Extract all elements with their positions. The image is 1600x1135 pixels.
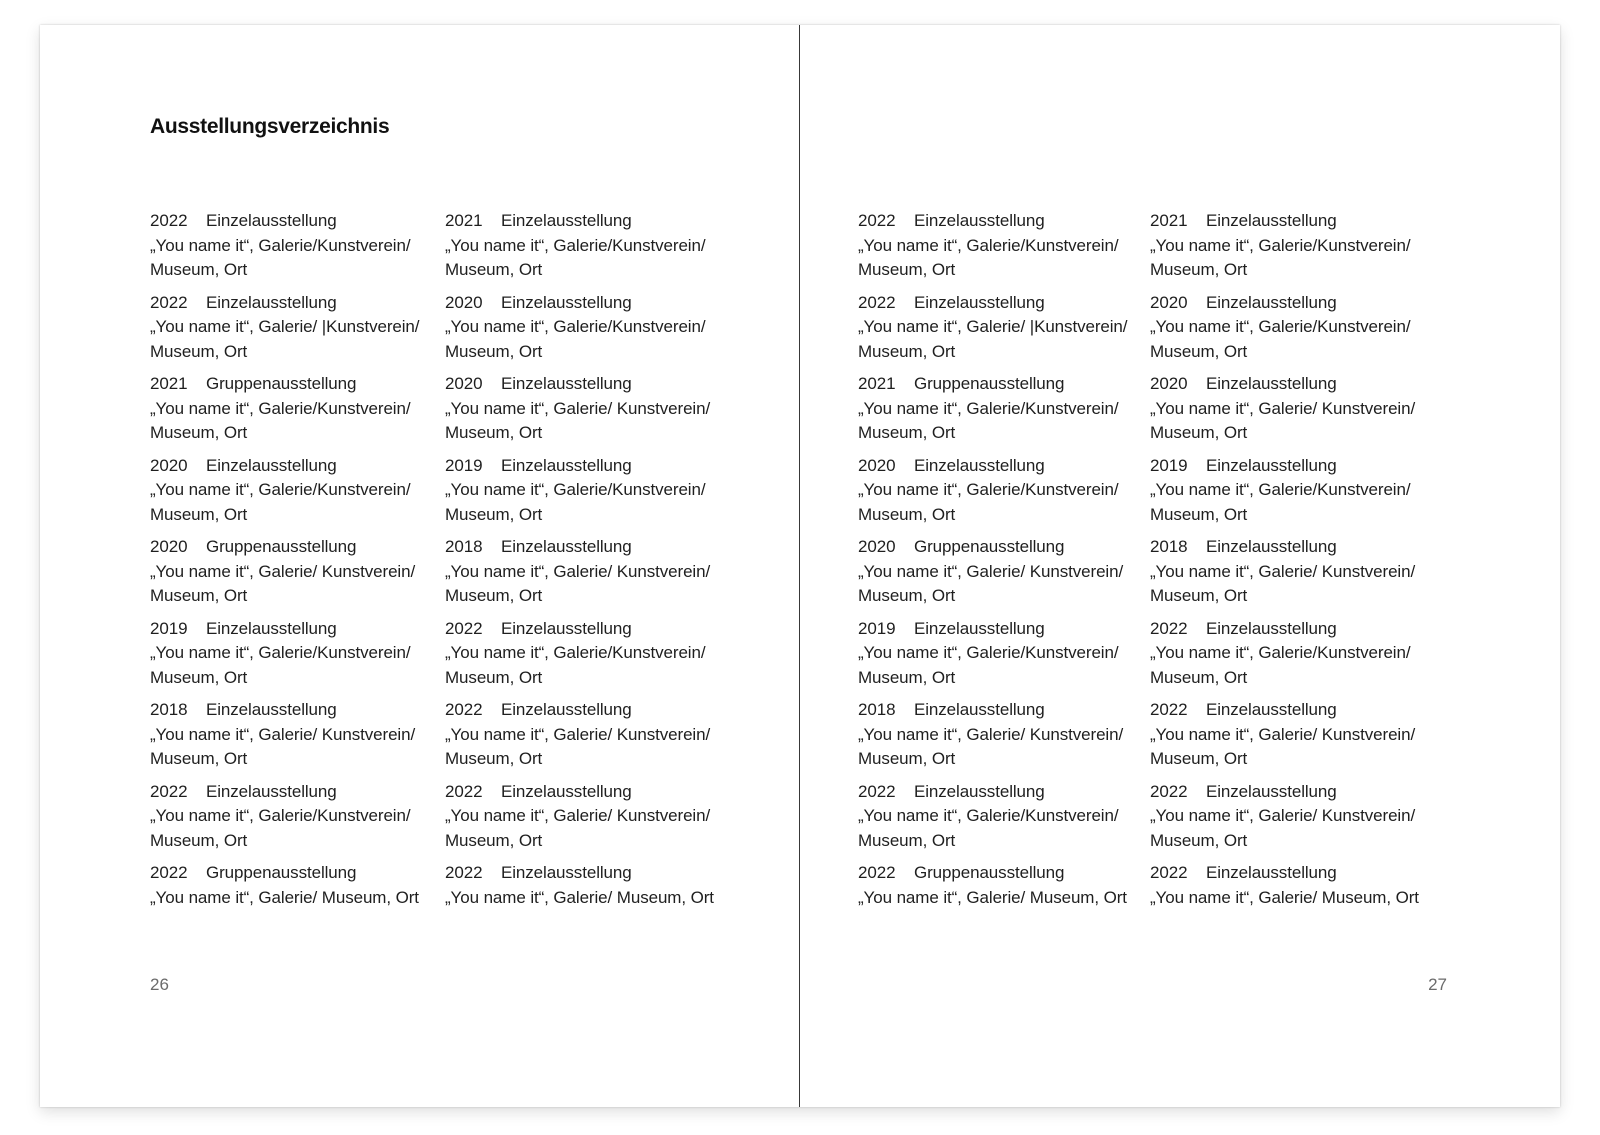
page-title: Ausstellungsverzeichnis — [150, 115, 390, 138]
entry-heading — [445, 617, 740, 642]
entry-detail-line: Museum, Ort — [858, 260, 956, 279]
entry-detail-line: Museum, Ort — [150, 504, 248, 524]
entry-detail-line: Museum, Ort — [445, 341, 543, 361]
entry-type: Einzelausstellung — [914, 618, 1045, 638]
entry-year: 2022 — [150, 292, 188, 312]
exhibition-column — [858, 209, 1153, 918]
entry-heading — [1150, 372, 1445, 397]
entry-detail-line: „You name it“, Galerie/Kunstverein/ — [858, 235, 1119, 255]
entry-detail-line: Museum, Ort — [858, 423, 956, 442]
entry-heading — [1150, 209, 1445, 234]
entry-year: 2022 — [445, 700, 483, 719]
entry-year: 2021 — [150, 374, 188, 393]
entry-year: 2022 — [445, 781, 483, 801]
entry-detail-line: „You name it“, Galerie/Kunstverein/ — [858, 806, 1119, 825]
entry-detail-line: „You name it“, Galerie/Kunstverein/ — [1150, 317, 1411, 336]
entry-type: Einzelausstellung — [206, 781, 337, 801]
exhibition-entry — [1150, 291, 1445, 365]
entry-detail-line: „You name it“, Galerie/Kunstverein/ — [445, 480, 706, 499]
entry-type: Einzelausstellung — [1206, 374, 1337, 393]
entry-type: Einzelausstellung — [914, 455, 1045, 475]
entry-detail-line: „You name it“, Galerie/ Kunstverein/ — [445, 806, 711, 825]
entry-detail-line: Museum, Ort — [858, 586, 956, 605]
entry-detail-line: „You name it“, Galerie/Kunstverein/ — [858, 398, 1119, 418]
entry-detail-line: „You name it“, Galerie/Kunstverein/ — [1150, 480, 1411, 499]
exhibition-entry — [858, 209, 1153, 283]
entry-year: 2020 — [445, 292, 483, 312]
entry-year: 2019 — [445, 455, 483, 475]
entry-year: 2018 — [150, 700, 188, 719]
entry-detail-line: Museum, Ort — [150, 830, 248, 850]
entry-year: 2020 — [1150, 292, 1188, 312]
entry-detail-line: „You name it“, Galerie/Kunstverein/ — [150, 480, 411, 499]
entry-detail-line: „You name it“, Galerie/ Kunstverein/ — [1150, 724, 1416, 744]
entry-detail-line: Museum, Ort — [445, 749, 543, 768]
entry-year: 2019 — [1150, 455, 1188, 475]
entry-year: 2022 — [858, 292, 896, 312]
entry-heading — [858, 454, 1153, 479]
entry-type: Einzelausstellung — [501, 292, 632, 312]
entry-type: Einzelausstellung — [501, 618, 632, 638]
entry-heading — [445, 535, 740, 560]
exhibition-entry — [150, 698, 445, 772]
entry-detail-line: Museum, Ort — [150, 423, 248, 442]
entry-detail-line: „You name it“, Galerie/Kunstverein/ — [445, 235, 706, 255]
entry-detail-line: Museum, Ort — [858, 830, 956, 850]
entry-type: Einzelausstellung — [206, 292, 337, 312]
book-spread — [40, 25, 1560, 1107]
entry-detail-line: „You name it“, Galerie/Kunstverein/ — [150, 806, 411, 825]
exhibition-entry — [1150, 372, 1445, 446]
entry-year: 2022 — [1150, 781, 1188, 801]
exhibition-entry — [1150, 535, 1445, 609]
entry-heading — [445, 780, 740, 805]
entry-heading — [150, 454, 445, 479]
entry-detail-line: „You name it“, Galerie/Kunstverein/ — [445, 317, 706, 336]
entry-type: Einzelausstellung — [501, 211, 632, 230]
entry-detail-line: „You name it“, Galerie/ Museum, Ort — [150, 887, 419, 907]
entry-type: Einzelausstellung — [1206, 537, 1337, 556]
exhibition-entry — [150, 209, 445, 283]
entry-type: Einzelausstellung — [206, 700, 337, 719]
entry-type: Einzelausstellung — [206, 618, 337, 638]
entry-heading — [858, 209, 1153, 234]
entry-year: 2018 — [1150, 537, 1188, 556]
entry-type: Gruppenausstellung — [206, 374, 357, 393]
entry-type: Einzelausstellung — [501, 537, 632, 556]
entry-detail-line: „You name it“, Galerie/ Kunstverein/ — [1150, 561, 1416, 581]
entry-year: 2022 — [1150, 618, 1188, 638]
entry-heading — [150, 209, 445, 234]
entry-year: 2019 — [150, 618, 188, 638]
entry-year: 2022 — [858, 211, 896, 230]
entry-type: Gruppenausstellung — [914, 537, 1065, 556]
exhibition-entry — [150, 617, 445, 691]
entry-year: 2022 — [858, 863, 896, 882]
entry-heading — [150, 535, 445, 560]
entry-type: Einzelausstellung — [1206, 700, 1337, 719]
entry-detail-line: Museum, Ort — [858, 667, 956, 687]
entry-detail-line: „You name it“, Galerie/Kunstverein/ — [1150, 235, 1411, 255]
exhibition-entry — [445, 780, 740, 854]
entry-detail-line: „You name it“, Galerie/Kunstverein/ — [445, 643, 706, 662]
exhibition-entry — [445, 209, 740, 283]
entry-type: Einzelausstellung — [1206, 781, 1337, 801]
entry-year: 2021 — [445, 211, 483, 230]
entry-detail-line: Museum, Ort — [1150, 341, 1248, 361]
entry-detail-line: Museum, Ort — [858, 749, 956, 768]
exhibition-entry — [858, 780, 1153, 854]
entry-heading — [858, 861, 1153, 886]
entry-year: 2020 — [445, 374, 483, 393]
entry-heading — [445, 209, 740, 234]
exhibition-entry — [150, 291, 445, 365]
entry-heading — [858, 372, 1153, 397]
entry-heading — [445, 454, 740, 479]
entry-type: Einzelausstellung — [914, 211, 1045, 230]
entry-detail-line: „You name it“, Galerie/ Kunstverein/ — [445, 561, 711, 581]
entry-detail-line: Museum, Ort — [150, 667, 248, 687]
entry-heading — [445, 698, 740, 723]
entry-heading — [1150, 698, 1445, 723]
entry-heading — [858, 780, 1153, 805]
entry-year: 2021 — [858, 374, 896, 393]
entry-heading — [1150, 780, 1445, 805]
page-number: 27 — [1428, 975, 1447, 994]
exhibition-entry — [858, 372, 1153, 446]
entry-detail-line: „You name it“, Galerie/ Kunstverein/ — [445, 724, 711, 744]
exhibition-column — [150, 209, 445, 918]
exhibition-entry — [1150, 209, 1445, 283]
entry-type: Einzelausstellung — [914, 781, 1045, 801]
entry-detail-line: Museum, Ort — [445, 667, 543, 687]
entry-type: Einzelausstellung — [1206, 455, 1337, 475]
exhibition-entry — [150, 861, 445, 910]
exhibition-entry — [1150, 698, 1445, 772]
entry-year: 2022 — [1150, 863, 1188, 882]
entry-type: Einzelausstellung — [501, 863, 632, 882]
exhibition-entry — [150, 372, 445, 446]
entry-year: 2020 — [150, 455, 188, 475]
entry-detail-line: „You name it“, Galerie/ Kunstverein/ — [1150, 398, 1416, 418]
entry-heading — [1150, 617, 1445, 642]
entry-year: 2022 — [150, 781, 188, 801]
entry-detail-line: Museum, Ort — [445, 830, 543, 850]
exhibition-entry — [858, 535, 1153, 609]
entry-type: Einzelausstellung — [914, 292, 1045, 312]
entry-detail-line: Museum, Ort — [1150, 423, 1248, 442]
exhibition-entry — [858, 861, 1153, 910]
entry-detail-line: „You name it“, Galerie/ Kunstverein/ — [150, 561, 416, 581]
entry-detail-line: „You name it“, Galerie/Kunstverein/ — [150, 235, 411, 255]
page-number: 26 — [150, 975, 169, 994]
entry-year: 2020 — [150, 537, 188, 556]
entry-heading — [150, 861, 445, 886]
entry-detail-line: „You name it“, Galerie/ Kunstverein/ — [150, 724, 416, 744]
entry-detail-line: „You name it“, Galerie/ Kunstverein/ — [858, 724, 1124, 744]
exhibition-entry — [858, 291, 1153, 365]
entry-detail-line: Museum, Ort — [150, 341, 248, 361]
entry-heading — [858, 698, 1153, 723]
entry-type: Einzelausstellung — [501, 700, 632, 719]
exhibition-entry — [1150, 617, 1445, 691]
entry-detail-line: „You name it“, Galerie/ |Kunstverein/ — [858, 317, 1128, 336]
exhibition-entry — [445, 535, 740, 609]
exhibition-entry — [858, 617, 1153, 691]
entry-type: Einzelausstellung — [206, 455, 337, 475]
entry-heading — [1150, 454, 1445, 479]
entry-year: 2018 — [445, 537, 483, 556]
exhibition-entry — [445, 454, 740, 528]
entry-heading — [858, 535, 1153, 560]
entry-year: 2022 — [150, 863, 188, 882]
entry-detail-line: Museum, Ort — [1150, 586, 1248, 605]
page-right — [800, 25, 1560, 1107]
entry-detail-line: Museum, Ort — [1150, 667, 1248, 687]
entry-detail-line: „You name it“, Galerie/Kunstverein/ — [858, 480, 1119, 499]
entry-heading — [150, 780, 445, 805]
page-left — [40, 25, 800, 1107]
entry-type: Einzelausstellung — [501, 455, 632, 475]
entry-heading — [1150, 535, 1445, 560]
entry-heading — [150, 372, 445, 397]
entry-detail-line: „You name it“, Galerie/Kunstverein/ — [1150, 643, 1411, 662]
entry-year: 2022 — [1150, 700, 1188, 719]
exhibition-entry — [150, 780, 445, 854]
entry-year: 2020 — [858, 455, 896, 475]
entry-year: 2020 — [858, 537, 896, 556]
entry-detail-line: „You name it“, Galerie/Kunstverein/ — [150, 398, 411, 418]
entry-year: 2020 — [1150, 374, 1188, 393]
entry-detail-line: Museum, Ort — [445, 260, 543, 279]
entry-heading — [1150, 861, 1445, 886]
entry-type: Gruppenausstellung — [206, 537, 357, 556]
entry-year: 2018 — [858, 700, 896, 719]
entry-detail-line: Museum, Ort — [150, 260, 248, 279]
entry-detail-line: Museum, Ort — [445, 504, 543, 524]
entry-year: 2022 — [445, 863, 483, 882]
exhibition-entry — [445, 698, 740, 772]
entry-heading — [150, 291, 445, 316]
entry-type: Einzelausstellung — [1206, 618, 1337, 638]
entry-year: 2019 — [858, 618, 896, 638]
entry-detail-line: Museum, Ort — [1150, 830, 1248, 850]
entry-detail-line: „You name it“, Galerie/ Kunstverein/ — [445, 398, 711, 418]
exhibition-entry — [150, 454, 445, 528]
page-divider — [799, 25, 801, 1107]
exhibition-column — [1150, 209, 1445, 918]
entry-year: 2022 — [445, 618, 483, 638]
entry-type: Einzelausstellung — [1206, 863, 1337, 882]
entry-detail-line: Museum, Ort — [1150, 260, 1248, 279]
entry-detail-line: Museum, Ort — [1150, 749, 1248, 768]
entry-heading — [1150, 291, 1445, 316]
entry-detail-line: Museum, Ort — [150, 749, 248, 768]
entry-type: Einzelausstellung — [501, 374, 632, 393]
exhibition-entry — [445, 291, 740, 365]
entry-heading — [858, 291, 1153, 316]
entry-detail-line: „You name it“, Galerie/ Kunstverein/ — [1150, 806, 1416, 825]
entry-heading — [150, 617, 445, 642]
entry-detail-line: Museum, Ort — [1150, 504, 1248, 524]
entry-year: 2022 — [858, 781, 896, 801]
entry-heading — [445, 861, 740, 886]
entry-type: Einzelausstellung — [501, 781, 632, 801]
exhibition-entry — [1150, 780, 1445, 854]
exhibition-entry — [445, 372, 740, 446]
entry-type: Einzelausstellung — [914, 700, 1045, 719]
entry-type: Einzelausstellung — [1206, 211, 1337, 230]
entry-detail-line: „You name it“, Galerie/Kunstverein/ — [150, 643, 411, 662]
entry-type: Gruppenausstellung — [914, 863, 1065, 882]
entry-year: 2021 — [1150, 211, 1188, 230]
entry-detail-line: „You name it“, Galerie/ Kunstverein/ — [858, 561, 1124, 581]
entry-type: Gruppenausstellung — [206, 863, 357, 882]
entry-detail-line: „You name it“, Galerie/ Museum, Ort — [445, 887, 714, 907]
entry-detail-line: „You name it“, Galerie/ Museum, Ort — [858, 887, 1127, 907]
exhibition-entry — [1150, 861, 1445, 910]
entry-detail-line: „You name it“, Galerie/ |Kunstverein/ — [150, 317, 420, 336]
entry-heading — [445, 291, 740, 316]
entry-year: 2022 — [150, 211, 188, 230]
entry-heading — [445, 372, 740, 397]
exhibition-entry — [445, 861, 740, 910]
exhibition-entry — [858, 698, 1153, 772]
entry-heading — [858, 617, 1153, 642]
entry-detail-line: Museum, Ort — [445, 586, 543, 605]
exhibition-entry — [858, 454, 1153, 528]
entry-type: Gruppenausstellung — [914, 374, 1065, 393]
entry-detail-line: Museum, Ort — [858, 504, 956, 524]
exhibition-column — [445, 209, 740, 918]
entry-type: Einzelausstellung — [206, 211, 337, 230]
entry-detail-line: „You name it“, Galerie/ Museum, Ort — [1150, 887, 1419, 907]
entry-detail-line: Museum, Ort — [150, 586, 248, 605]
entry-detail-line: Museum, Ort — [858, 341, 956, 361]
entry-detail-line: „You name it“, Galerie/Kunstverein/ — [858, 643, 1119, 662]
entry-heading — [150, 698, 445, 723]
exhibition-entry — [445, 617, 740, 691]
exhibition-entry — [1150, 454, 1445, 528]
exhibition-entry — [150, 535, 445, 609]
entry-type: Einzelausstellung — [1206, 292, 1337, 312]
entry-detail-line: Museum, Ort — [445, 423, 543, 442]
